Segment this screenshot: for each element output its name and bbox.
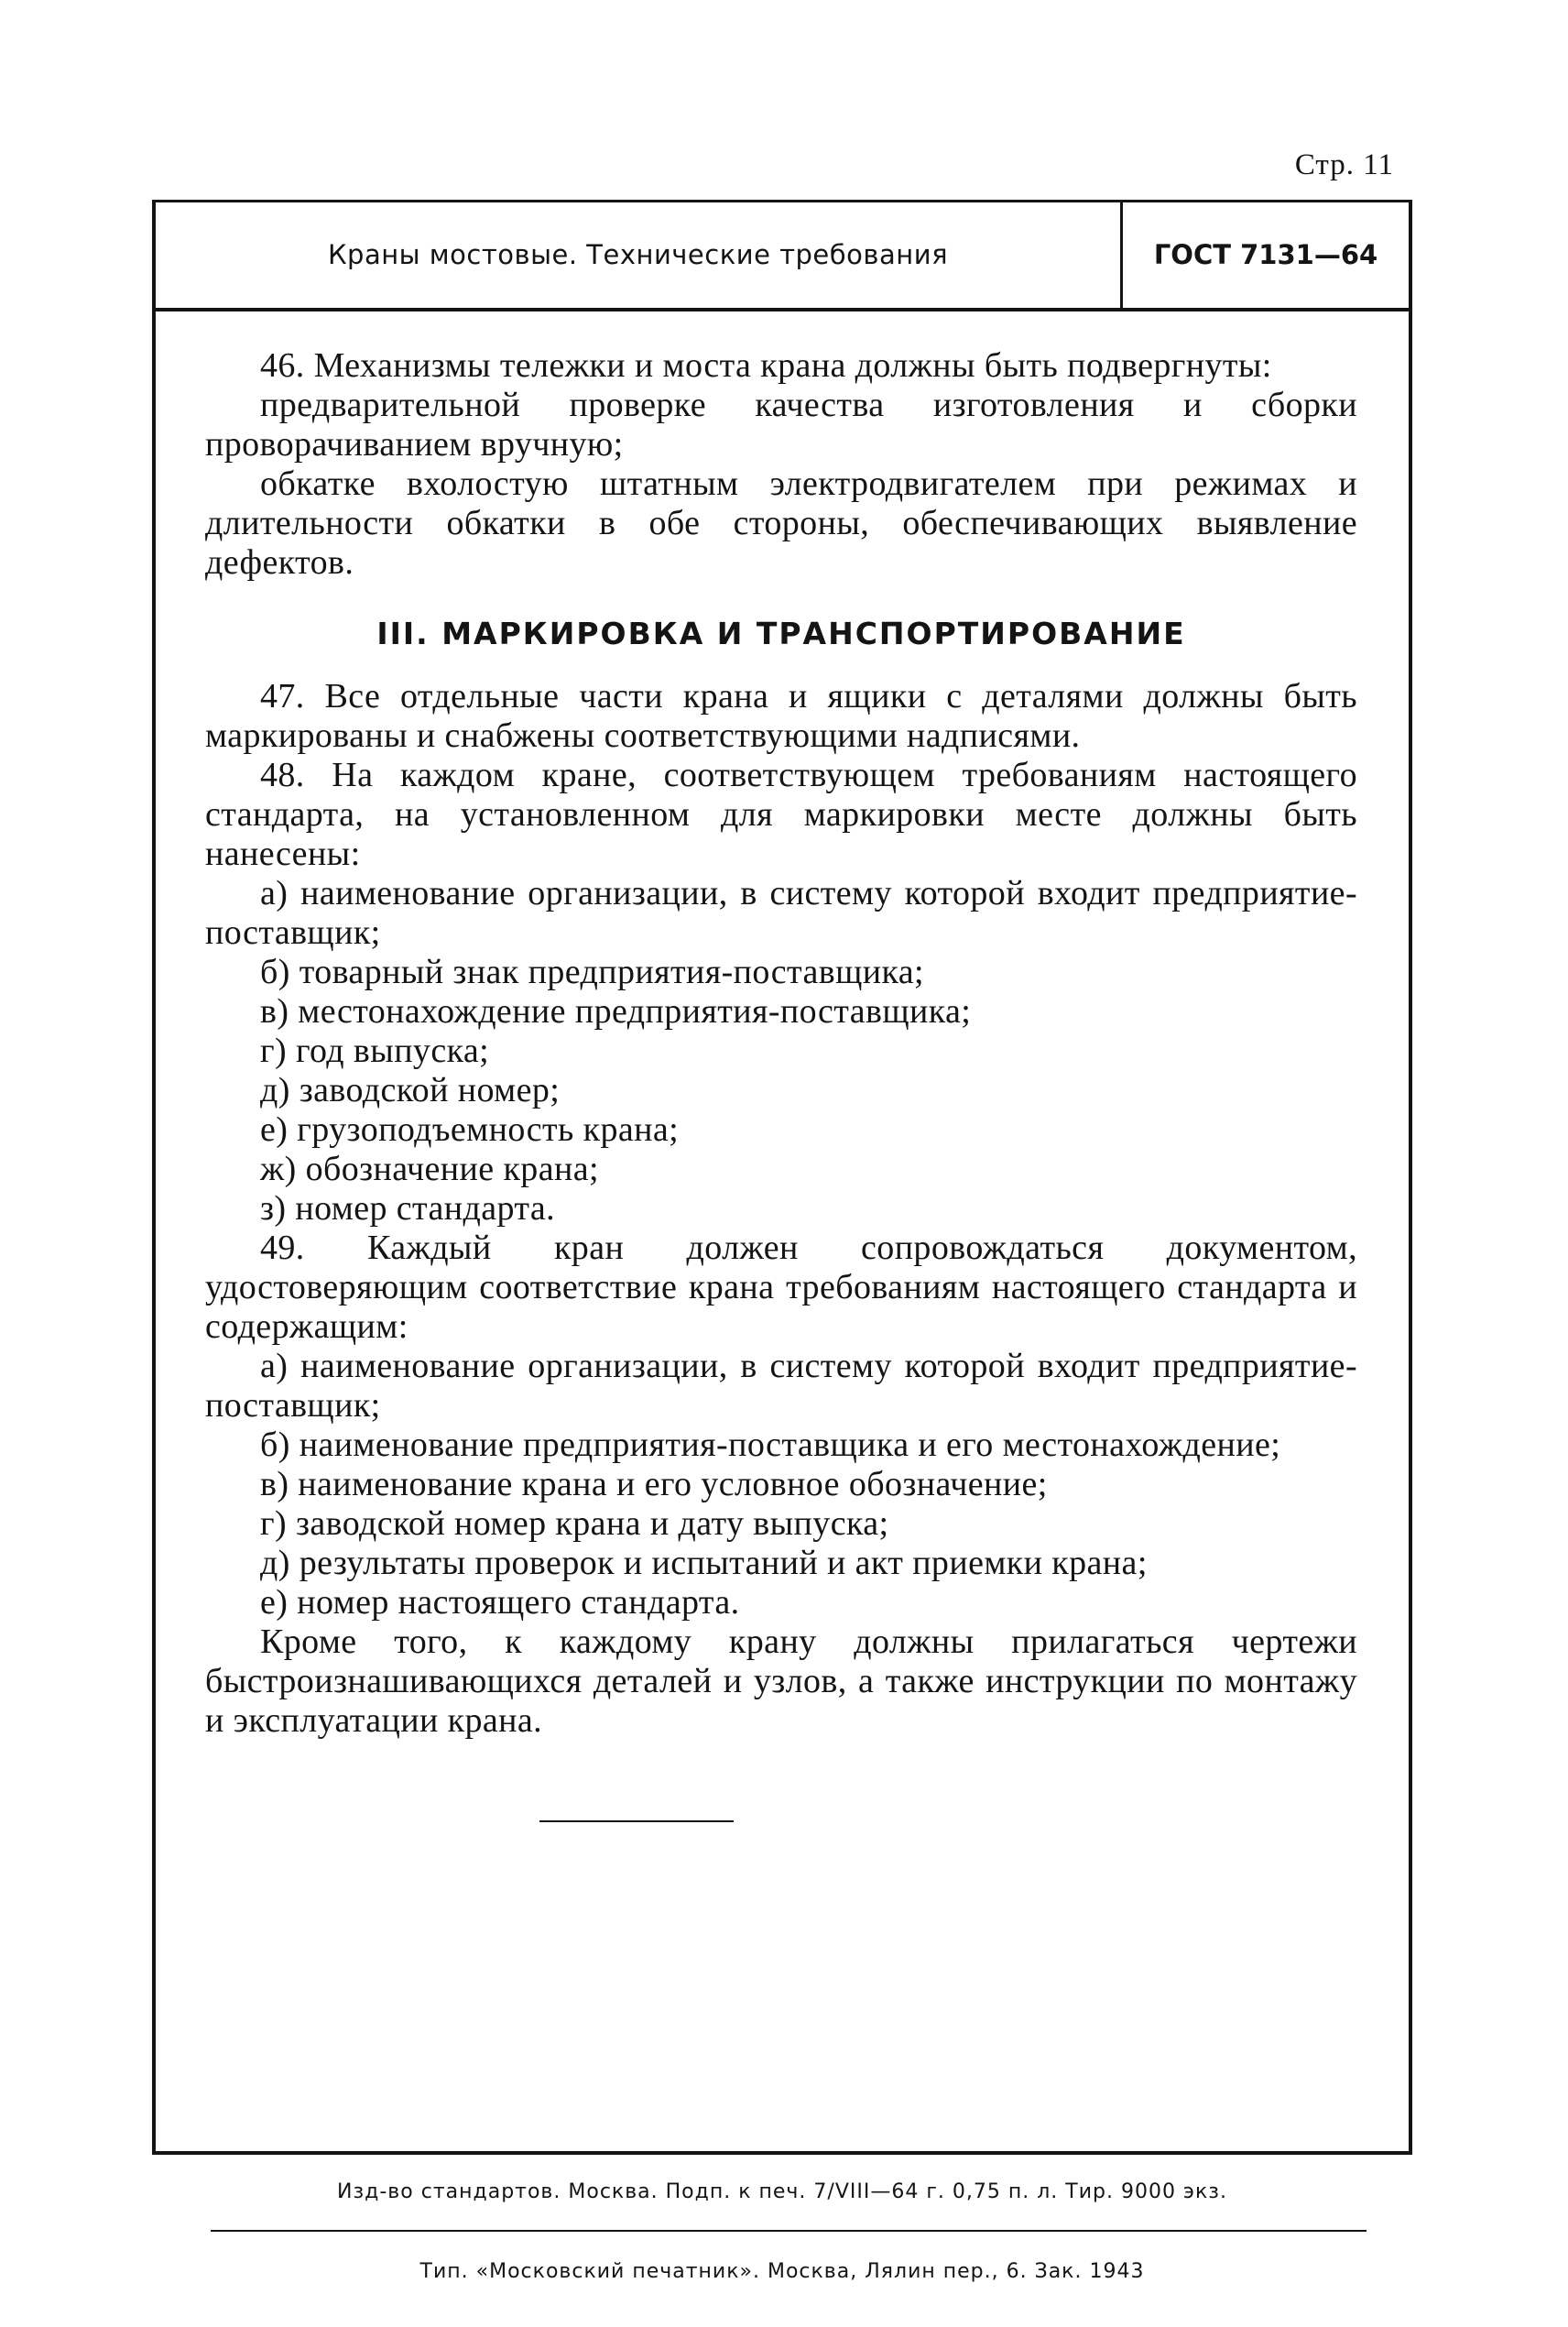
clause-49-item: е) номер настоящего стандарта. (260, 1583, 740, 1622)
clause-48: 48. На каждом кране, соответствующем требованиям настоящего стандарта, на установленном для маркировки месте должны быть нанесены: (205, 756, 1357, 873)
clause-48-item: а) наименование организации, в систему которой входит предприятие-поставщик; (205, 874, 1357, 952)
page-number: Стр. 11 (1294, 148, 1394, 181)
clause-48-item: д) заводской номер; (260, 1071, 561, 1109)
header-title: Краны мостовые. Технические требования (327, 239, 949, 270)
clause-49-closing: Кроме того, к каждому крану должны прилагаться чертежи быстроизнашивающихся деталей и узлов, а также инструкции по монтажу и эксплуатации крана. (205, 1622, 1357, 1740)
section-title: III. МАРКИРОВКА И ТРАНСПОРТИРОВАНИЕ (376, 616, 1186, 651)
end-of-text-rule (539, 1820, 734, 1822)
clause-49: 49. Каждый кран должен сопровождаться документом, удостоверяющим соответствие крана требованиям настоящего стандарта и содержащим: (205, 1229, 1357, 1346)
frame-bottom-rule (152, 2151, 1412, 2155)
clause-48-item: ж) обозначение крана; (260, 1150, 599, 1188)
clause-46: 46. Механизмы тележки и моста крана должны быть подвергнуты: (260, 346, 1272, 385)
imprint-printer: Тип. «Московский печатник». Москва, Лялин пер., 6. Зак. 1943 (419, 2260, 1145, 2283)
imprint-divider (211, 2230, 1367, 2232)
clause-46-item: предварительной проверке качества изготовления и сборки проворачиванием вручную; (205, 386, 1357, 464)
imprint-publisher: Изд-во стандартов. Москва. Подп. к печ. 7/VIII—64 г. 0,75 п. л. Тир. 9000 экз. (337, 2180, 1227, 2203)
clause-49-item: а) наименование организации, в систему которой входит предприятие-поставщик; (205, 1347, 1357, 1425)
clause-48-item: г) год выпуска; (260, 1032, 490, 1070)
clause-47: 47. Все отдельные части крана и ящики с деталями должны быть маркированы и снабжены соответствующими надписями. (205, 677, 1357, 755)
document-body (205, 346, 1357, 1741)
clause-49-item: г) заводской номер крана и дату выпуска; (260, 1504, 889, 1543)
clause-48-item: в) местонахождение предприятия-поставщика; (260, 992, 972, 1031)
clause-48-item: б) товарный знак предприятия-поставщика; (260, 953, 924, 991)
clause-46-item: обкатке вхолостую штатным электродвигателем при режимах и длительности обкатки в обе стороны, обеспечивающих выявление дефектов. (205, 464, 1357, 582)
document-header (156, 200, 1409, 311)
clause-49-item: б) наименование предприятия-поставщика и его местонахождение; (260, 1426, 1281, 1464)
clause-48-item: з) номер стандарта. (260, 1189, 556, 1228)
clause-48-item: е) грузоподъемность крана; (260, 1110, 680, 1149)
standard-code: ГОСТ 7131—64 (1153, 239, 1378, 270)
clause-49-item: д) результаты проверок и испытаний и акт приемки крана; (260, 1544, 1148, 1582)
clause-49-item: в) наименование крана и его условное обозначение; (260, 1465, 1048, 1503)
page-frame (152, 200, 1412, 2153)
